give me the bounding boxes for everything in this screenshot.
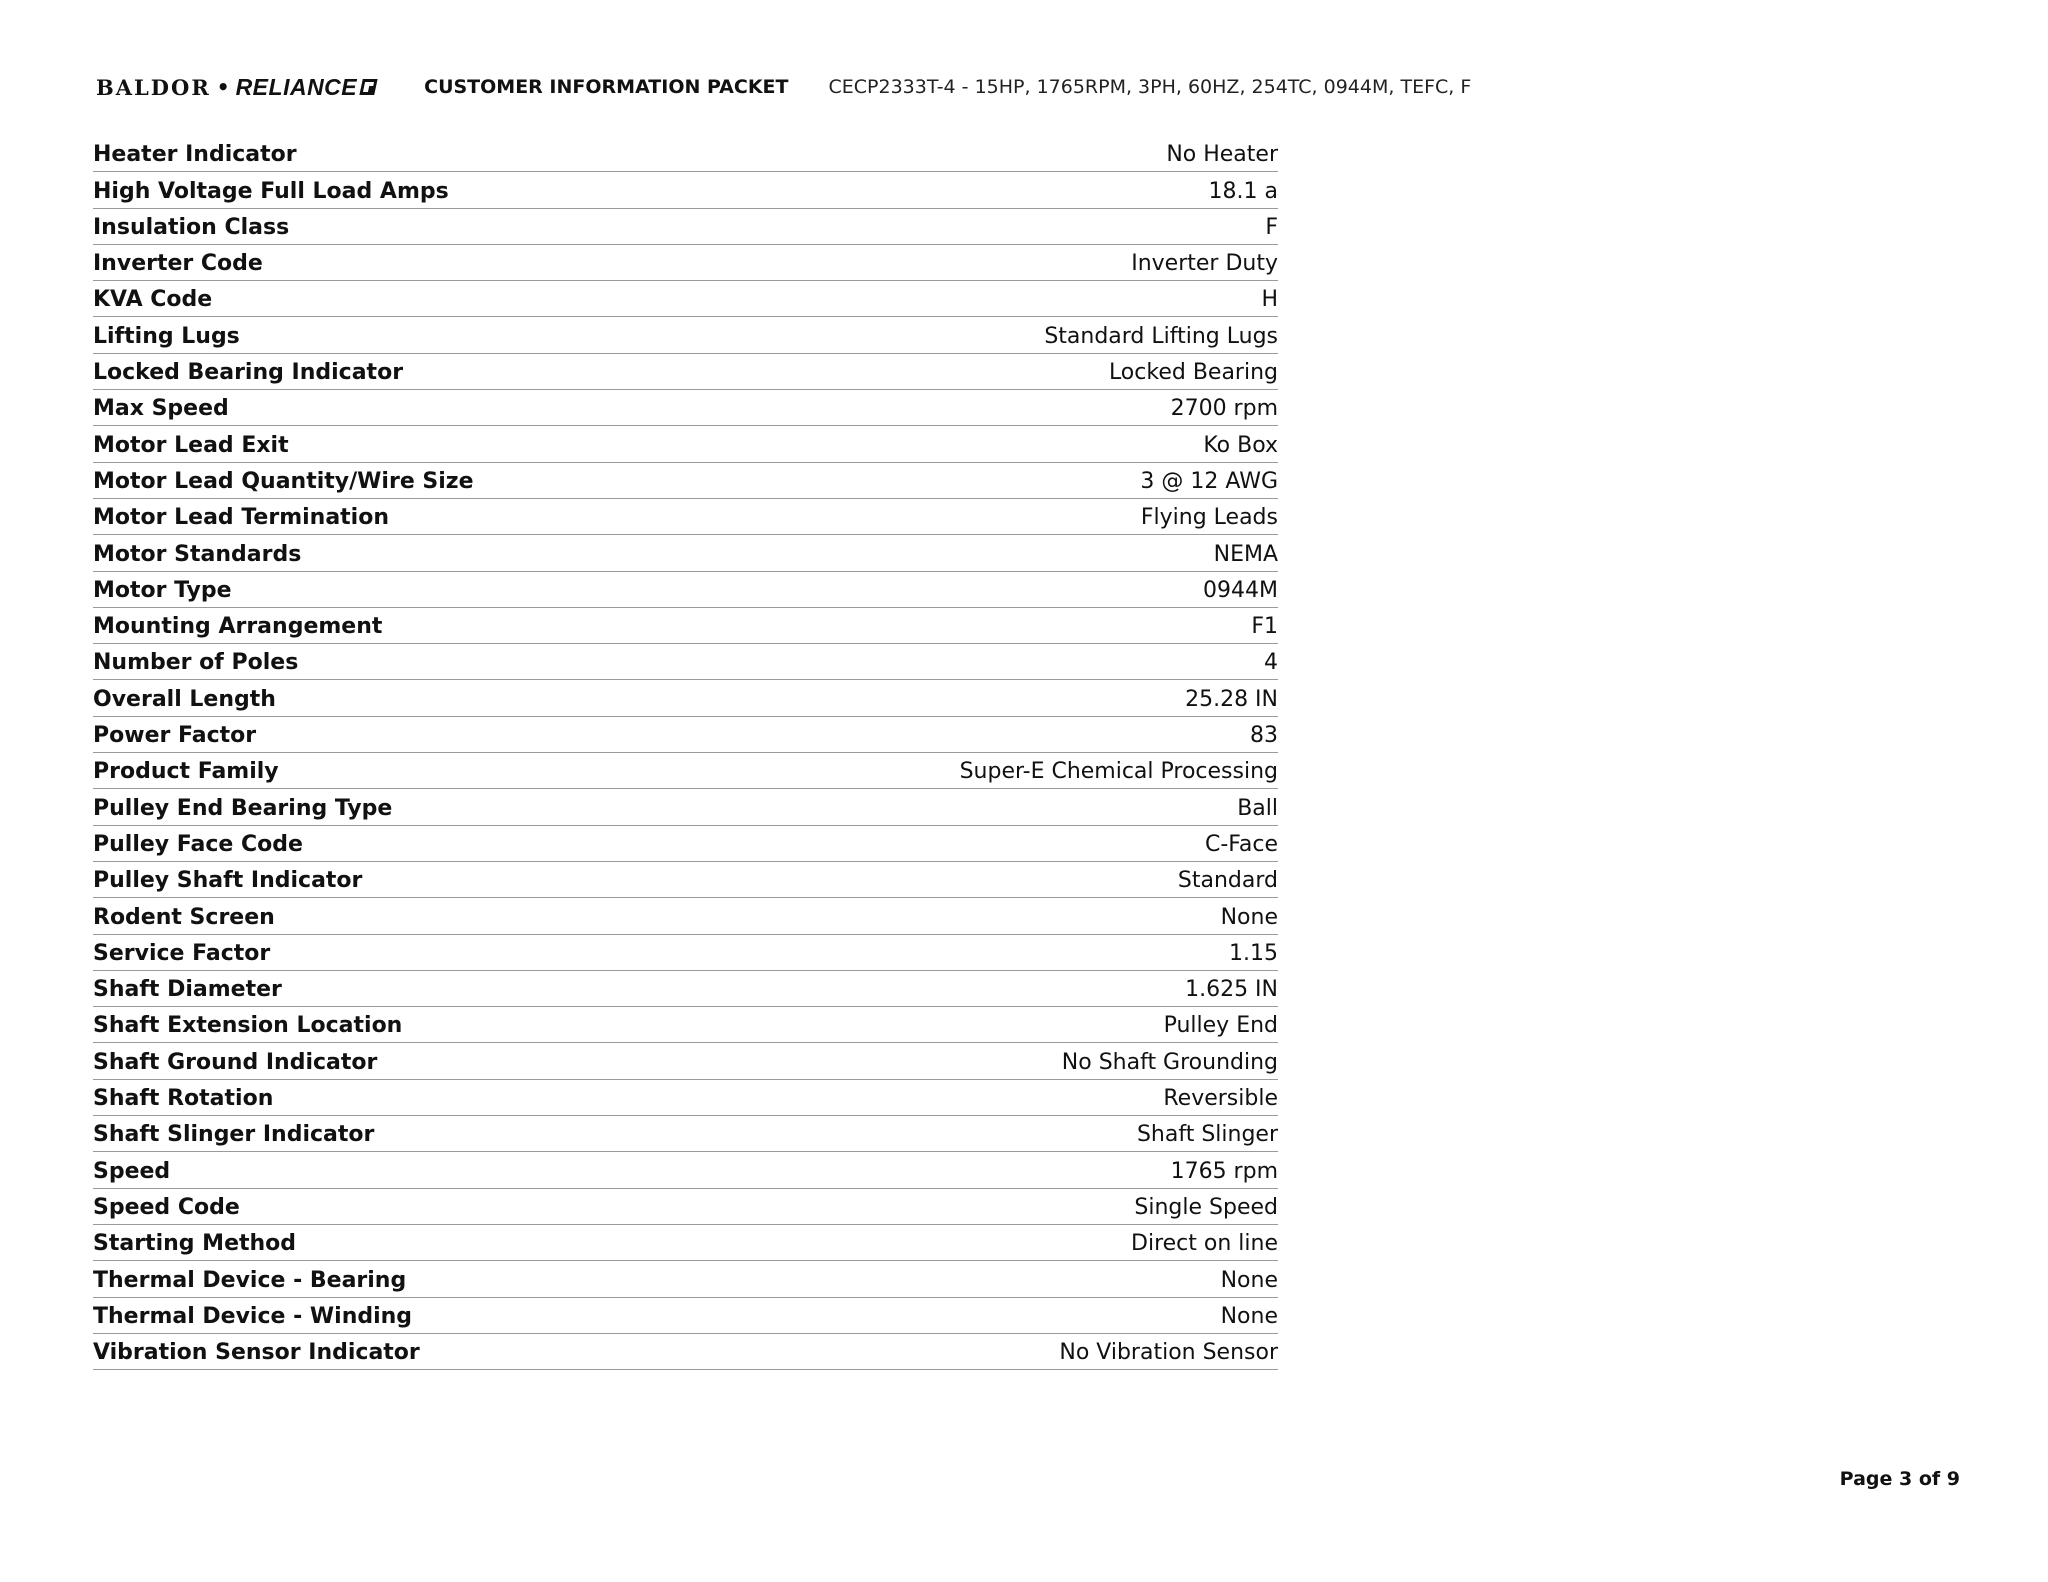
spec-row xyxy=(93,935,1278,971)
spec-label: Speed Code xyxy=(93,1194,240,1220)
logo-baldor-text: BALDOR xyxy=(96,74,211,100)
spec-row xyxy=(93,898,1278,934)
spec-value: 3 @ 12 AWG xyxy=(1140,468,1278,494)
spec-label: Power Factor xyxy=(93,723,257,749)
logo-separator: • xyxy=(216,75,230,99)
spec-value: Direct on line xyxy=(1131,1231,1278,1257)
page-number: Page 3 of 9 xyxy=(1839,1468,1960,1490)
spec-value: 1.625 IN xyxy=(1185,977,1278,1003)
logo-reliance-text: RELIANCE xyxy=(235,73,358,100)
spec-value: Ko Box xyxy=(1203,432,1278,458)
spec-label: Starting Method xyxy=(93,1231,297,1257)
spec-value: Reversible xyxy=(1163,1086,1278,1112)
spec-value: None xyxy=(1220,1267,1278,1293)
spec-value: No Shaft Grounding xyxy=(1061,1049,1278,1075)
spec-value: Single Speed xyxy=(1134,1194,1278,1220)
spec-row xyxy=(93,1080,1278,1116)
spec-label: Insulation Class xyxy=(93,214,290,240)
spec-label: Pulley Shaft Indicator xyxy=(93,868,363,894)
spec-value: Super-E Chemical Processing xyxy=(959,759,1278,785)
spec-value: F xyxy=(1265,214,1278,240)
spec-label: Heater Indicator xyxy=(93,142,297,168)
spec-value: 0944M xyxy=(1203,577,1278,603)
spec-value: Pulley End xyxy=(1163,1013,1278,1039)
spec-label: Vibration Sensor Indicator xyxy=(93,1340,420,1366)
spec-label: Overall Length xyxy=(93,686,276,712)
spec-value: None xyxy=(1220,1303,1278,1329)
spec-row xyxy=(93,245,1278,281)
spec-row xyxy=(93,390,1278,426)
spec-label: Max Speed xyxy=(93,396,229,422)
page-header xyxy=(96,72,1471,102)
spec-row xyxy=(93,1261,1278,1297)
spec-row xyxy=(93,1043,1278,1079)
spec-label: Shaft Extension Location xyxy=(93,1013,403,1039)
spec-label: High Voltage Full Load Amps xyxy=(93,178,449,204)
spec-row xyxy=(93,426,1278,462)
baldor-reliance-logo xyxy=(96,72,376,102)
spec-value: C-Face xyxy=(1204,831,1278,857)
spec-label: Mounting Arrangement xyxy=(93,614,383,640)
spec-value: Standard Lifting Lugs xyxy=(1044,323,1278,349)
spec-row xyxy=(93,463,1278,499)
spec-value: Inverter Duty xyxy=(1131,251,1278,277)
spec-table xyxy=(93,136,1278,1370)
spec-row xyxy=(93,136,1278,172)
spec-row xyxy=(93,826,1278,862)
spec-value: F1 xyxy=(1251,614,1278,640)
spec-label: Number of Poles xyxy=(93,650,299,676)
spec-row xyxy=(93,572,1278,608)
spec-row xyxy=(93,644,1278,680)
spec-value: Ball xyxy=(1237,795,1278,821)
spec-row xyxy=(93,209,1278,245)
spec-label: Speed xyxy=(93,1158,171,1184)
spec-value: No Heater xyxy=(1166,142,1278,168)
spec-value: NEMA xyxy=(1213,541,1278,567)
spec-label: KVA Code xyxy=(93,287,213,313)
spec-value: 18.1 a xyxy=(1208,178,1278,204)
spec-row xyxy=(93,789,1278,825)
spec-value: 1765 rpm xyxy=(1170,1158,1278,1184)
spec-row xyxy=(93,317,1278,353)
spec-row xyxy=(93,680,1278,716)
spec-row xyxy=(93,1225,1278,1261)
spec-label: Locked Bearing Indicator xyxy=(93,360,404,386)
spec-value: 4 xyxy=(1264,650,1278,676)
spec-label: Motor Lead Exit xyxy=(93,432,289,458)
spec-label: Motor Type xyxy=(93,577,232,603)
spec-row xyxy=(93,1298,1278,1334)
spec-label: Motor Lead Termination xyxy=(93,505,390,531)
spec-value: Standard xyxy=(1177,868,1278,894)
spec-label: Product Family xyxy=(93,759,279,785)
spec-row xyxy=(93,862,1278,898)
spec-value: No Vibration Sensor xyxy=(1059,1340,1278,1366)
spec-label: Shaft Rotation xyxy=(93,1086,274,1112)
spec-row xyxy=(93,281,1278,317)
spec-label: Rodent Screen xyxy=(93,904,275,930)
spec-row xyxy=(93,1334,1278,1370)
spec-label: Shaft Slinger Indicator xyxy=(93,1122,375,1148)
spec-value: 2700 rpm xyxy=(1170,396,1278,422)
spec-row xyxy=(93,608,1278,644)
spec-row xyxy=(93,499,1278,535)
spec-label: Motor Lead Quantity/Wire Size xyxy=(93,468,474,494)
spec-label: Inverter Code xyxy=(93,251,263,277)
spec-row xyxy=(93,172,1278,208)
spec-value: 25.28 IN xyxy=(1185,686,1278,712)
spec-value: Flying Leads xyxy=(1140,505,1278,531)
spec-row xyxy=(93,1116,1278,1152)
spec-value: Shaft Slinger xyxy=(1136,1122,1278,1148)
spec-value: Locked Bearing xyxy=(1108,360,1278,386)
spec-row xyxy=(93,535,1278,571)
spec-value: 1.15 xyxy=(1229,940,1278,966)
spec-label: Thermal Device - Bearing xyxy=(93,1267,407,1293)
spec-label: Motor Standards xyxy=(93,541,302,567)
packet-title: CUSTOMER INFORMATION PACKET xyxy=(424,76,789,98)
spec-row xyxy=(93,1007,1278,1043)
spec-label: Pulley Face Code xyxy=(93,831,303,857)
spec-row xyxy=(93,1189,1278,1225)
spec-label: Pulley End Bearing Type xyxy=(93,795,393,821)
product-description: CECP2333T-4 - 15HP, 1765RPM, 3PH, 60HZ, 254TC, 0944M, TEFC, F xyxy=(828,76,1472,98)
spec-row xyxy=(93,717,1278,753)
spec-value: H xyxy=(1261,287,1278,313)
spec-label: Shaft Ground Indicator xyxy=(93,1049,378,1075)
spec-label: Lifting Lugs xyxy=(93,323,240,349)
spec-label: Thermal Device - Winding xyxy=(93,1303,413,1329)
reliance-mark-icon xyxy=(359,79,377,95)
spec-value: None xyxy=(1220,904,1278,930)
spec-row xyxy=(93,1152,1278,1188)
spec-value: 83 xyxy=(1250,723,1278,749)
spec-row xyxy=(93,354,1278,390)
spec-row xyxy=(93,753,1278,789)
spec-row xyxy=(93,971,1278,1007)
spec-label: Service Factor xyxy=(93,940,271,966)
spec-label: Shaft Diameter xyxy=(93,977,282,1003)
